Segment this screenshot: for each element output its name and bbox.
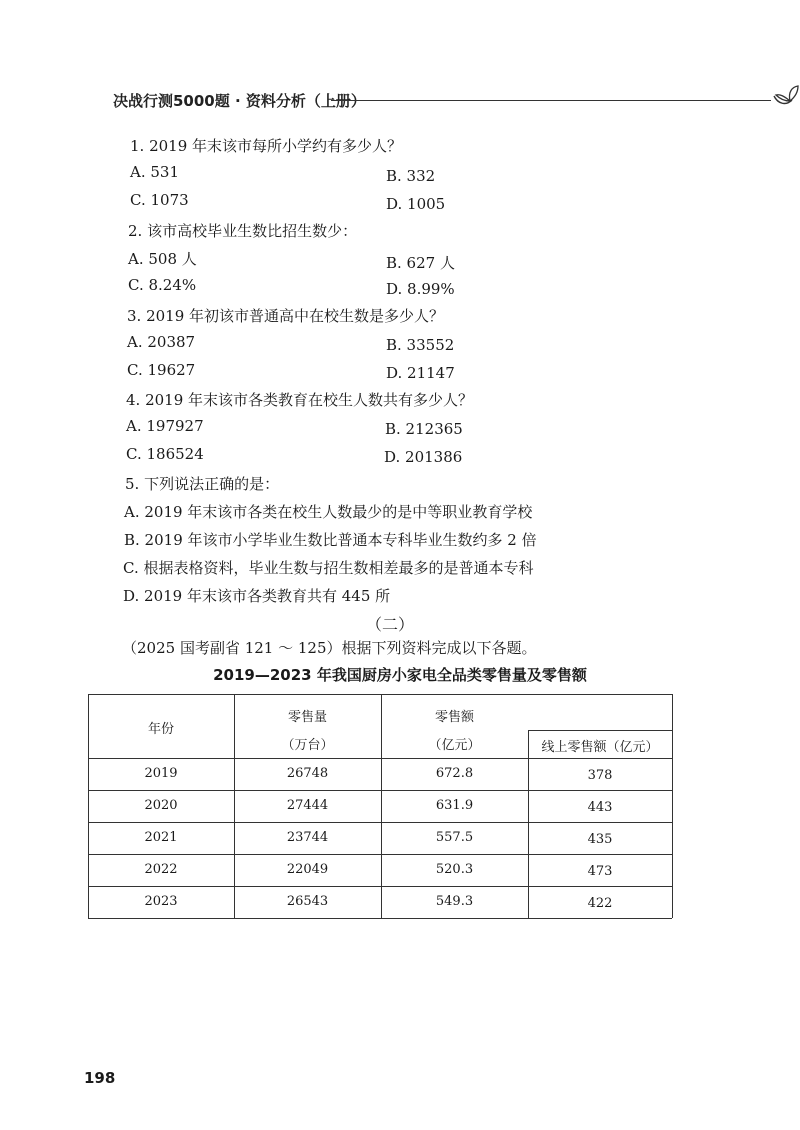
- question-1-option-c: C. 1073: [130, 191, 189, 209]
- sprout-icon: [768, 82, 800, 112]
- question-3-option-a: A. 20387: [127, 333, 196, 351]
- table-border-top: [88, 694, 672, 695]
- cell-amount: 557.5: [435, 830, 474, 845]
- cell-online: 443: [587, 800, 613, 815]
- page-number: 198: [84, 1069, 116, 1087]
- question-1-option-b: B. 332: [386, 167, 436, 185]
- question-1-option-a: A. 531: [130, 163, 179, 181]
- cell-volume: 27444: [286, 798, 329, 813]
- cell-online: 378: [587, 768, 613, 783]
- table-title: 2019—2023 年我国厨房小家电全品类零售量及零售额: [213, 666, 587, 684]
- table-subheader-rule: [528, 730, 672, 731]
- question-5-option-b: B. 2019 年该市小学毕业生数比普通本专科毕业生数约多 2 倍: [124, 531, 537, 549]
- question-3-option-d: D. 21147: [386, 364, 455, 382]
- header-year: 年份: [147, 722, 174, 737]
- table-border-bottom: [88, 918, 672, 919]
- question-1-stem: 1. 2019 年末该市每所小学约有多少人？: [130, 137, 403, 155]
- cell-year: 2021: [144, 830, 178, 845]
- header-volume: 零售量: [287, 710, 327, 725]
- cell-amount: 631.9: [435, 798, 474, 813]
- header-online-amount: 线上零售额（亿元）: [541, 740, 659, 755]
- question-3-option-c: C. 19627: [127, 361, 196, 379]
- running-header: [113, 88, 713, 118]
- question-2-stem: 2. 该市高校毕业生数比招生数少：: [128, 222, 358, 240]
- question-1-option-d: D. 1005: [386, 195, 446, 213]
- section-intro: （2025 国考副省 121 ～ 125）根据下列资料完成以下各题。: [122, 639, 537, 657]
- question-2-option-a: A. 508 人: [128, 250, 197, 268]
- question-3-option-b: B. 33552: [386, 336, 455, 354]
- question-5-option-a: A. 2019 年末该市各类在校生人数最少的是中等职业教育学校: [124, 503, 533, 521]
- table-header-rule: [88, 758, 672, 759]
- cell-amount: 549.3: [435, 894, 474, 909]
- question-4-stem: 4. 2019 年末该市各类教育在校生人数共有多少人？: [126, 391, 474, 409]
- cell-year: 2023: [144, 894, 178, 909]
- question-4-option-c: C. 186524: [126, 445, 204, 463]
- question-4-option-b: B. 212365: [385, 420, 463, 438]
- cell-amount: 520.3: [435, 862, 474, 877]
- cell-year: 2019: [144, 766, 178, 781]
- table-row-rule: [88, 822, 672, 823]
- table-row-rule: [88, 854, 672, 855]
- cell-online: 422: [587, 896, 613, 911]
- question-2-option-c: C. 8.24%: [128, 276, 197, 294]
- question-5-option-d: D. 2019 年末该市各类教育共有 445 所: [123, 587, 391, 605]
- cell-volume: 22049: [286, 862, 329, 877]
- book-title: 决战行测5000题 · 资料分析（上册）: [113, 92, 366, 110]
- header-amount-unit: （亿元）: [428, 738, 481, 753]
- table-column-rule: [528, 730, 529, 918]
- cell-year: 2022: [144, 862, 178, 877]
- header-rule: [331, 100, 771, 101]
- question-5-stem: 5. 下列说法正确的是：: [125, 475, 280, 493]
- question-4-option-a: A. 197927: [126, 417, 204, 435]
- header-volume-unit: （万台）: [281, 738, 334, 753]
- question-2-option-d: D. 8.99%: [386, 280, 455, 298]
- question-3-stem: 3. 2019 年初该市普通高中在校生数是多少人？: [127, 307, 445, 325]
- cell-online: 473: [587, 864, 613, 879]
- cell-volume: 26748: [286, 766, 329, 781]
- cell-volume: 26543: [286, 894, 329, 909]
- table-border-right: [672, 694, 673, 918]
- cell-year: 2020: [144, 798, 178, 813]
- data-table: [88, 694, 672, 918]
- table-row-rule: [88, 790, 672, 791]
- cell-online: 435: [587, 832, 613, 847]
- question-5-option-c: C. 根据表格资料，毕业生数与招生数相差最多的是普通本专科: [123, 559, 534, 577]
- section-title: （二）: [366, 615, 415, 634]
- header-amount: 零售额: [434, 710, 474, 725]
- question-2-option-b: B. 627 人: [386, 254, 455, 272]
- cell-amount: 672.8: [435, 766, 474, 781]
- cell-volume: 23744: [286, 830, 329, 845]
- question-4-option-d: D. 201386: [384, 448, 463, 466]
- table-row-rule: [88, 886, 672, 887]
